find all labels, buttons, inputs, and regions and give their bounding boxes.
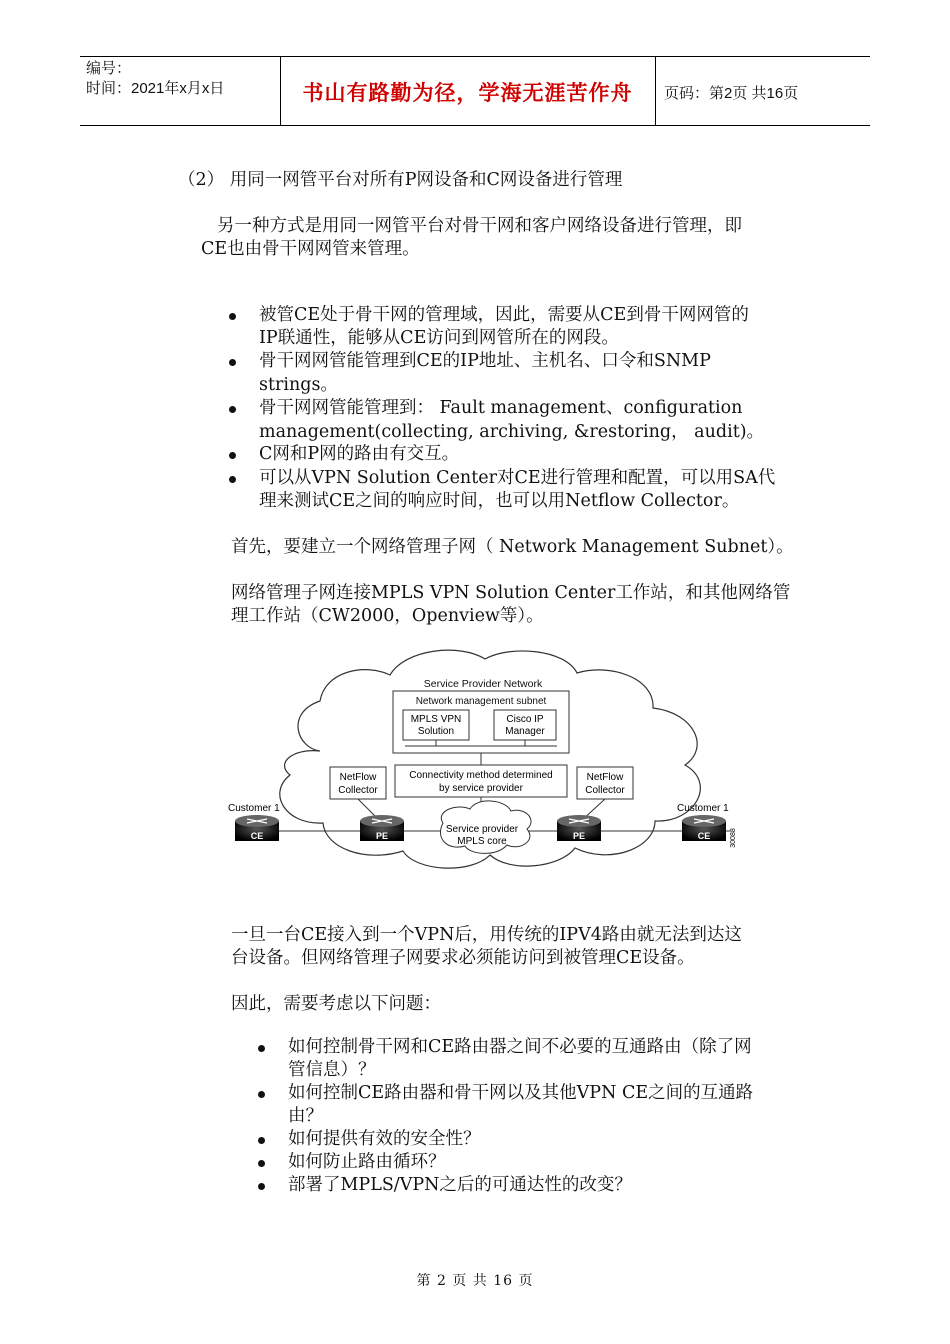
network-diagram — [225, 643, 745, 883]
figure-id: 30088 — [730, 828, 737, 848]
paragraph: 一旦一台CE接入到一个VPN后，用传统的IPV4路由就无法到达这 — [231, 925, 742, 945]
connectivity-box-line: by service provider — [439, 783, 523, 794]
bullet-dot — [229, 359, 236, 366]
list-item-text: 部署了MPLS/VPN之后的可通达性的改变？ — [288, 1175, 632, 1195]
paragraph: 网络管理子网连接MPLS VPN Solution Center工作站，和其他网络管 — [231, 583, 791, 603]
header-meta — [86, 59, 224, 99]
section-heading: （2） 用同一网管平台对所有P网设备和C网设备进行管理 — [178, 170, 623, 190]
list-item-text: 如何防止路由循环？ — [288, 1152, 446, 1172]
page-footer: 第 2 页 共 16 页 — [416, 1273, 534, 1289]
list-item-text: 可以从VPN Solution Center对CE进行管理和配置，可以用SA代 — [259, 468, 776, 488]
list-item-text: 骨干网网管能管理到CE的IP地址、主机名、口令和SNMP — [259, 351, 711, 371]
netflow-right-line: Collector — [585, 785, 625, 796]
bullet-dot — [229, 476, 236, 483]
core-label-line: MPLS core — [457, 836, 507, 847]
router-label: PE — [375, 831, 389, 841]
list-item-text: strings。 — [259, 375, 338, 395]
list-item-text: 骨干网网管能管理到： Fault management、configuration — [259, 398, 743, 418]
cisco-box-line: Manager — [505, 726, 545, 737]
bullet-dot — [258, 1091, 265, 1098]
mpls-box-line: Solution — [417, 726, 455, 737]
netflow-left-line: Collector — [338, 785, 378, 796]
header-divider — [655, 57, 656, 125]
paragraph: 理工作站（CW2000，Openview等）。 — [231, 606, 544, 626]
router-ce-left — [235, 815, 279, 841]
number-label: 编号： — [86, 60, 132, 77]
connectivity-box-line: Connectivity method determined — [409, 770, 553, 781]
customer-right-label: Customer 1 — [677, 803, 729, 814]
core-label-line: Service provider — [445, 824, 519, 835]
paragraph: 因此，需要考虑以下问题： — [231, 994, 441, 1014]
list-item-text: IP联通性，能够从CE访问到网管所在的网段。 — [259, 328, 619, 348]
router-ce-right — [682, 815, 726, 841]
list-item-text: C网和P网的路由有交互。 — [259, 444, 460, 464]
customer-left-label: Customer 1 — [228, 803, 280, 814]
list-item-text: 被管CE处于骨干网的管理域，因此，需要从CE到骨干网网管的 — [259, 305, 749, 325]
bullet-dot — [258, 1137, 265, 1144]
cloud-title: Service Provider Network — [423, 678, 543, 690]
router-pe-left — [360, 815, 404, 841]
paragraph: 首先，要建立一个网络管理子网（ Network Management Subnet）。 — [231, 537, 794, 557]
list-item-text: 管信息）？ — [288, 1060, 376, 1080]
netflow-right-line: NetFlow — [586, 772, 624, 783]
list-item-text: 如何控制CE路由器和骨干网以及其他VPN CE之间的互通路 — [288, 1083, 754, 1103]
intro-line: CE也由骨干网网管来管理。 — [201, 239, 420, 259]
subnet-title: Network management subnet — [415, 696, 547, 707]
header-motto: 书山有路勤为径，学海无涯苦作舟 — [302, 82, 633, 105]
paragraph: 台设备。但网络管理子网要求必须能访问到被管理CE设备。 — [231, 948, 695, 968]
bullet-dot — [258, 1045, 265, 1052]
router-pe-right — [557, 815, 601, 841]
date-label: 时间：2021年x月x日 — [86, 80, 225, 97]
bullet-dot — [229, 452, 236, 459]
list-item-text: 理来测试CE之间的响应时间，也可以用Netflow Collector。 — [259, 491, 740, 511]
bullet-dot — [258, 1160, 265, 1167]
list-item-text: 如何提供有效的安全性？ — [288, 1129, 481, 1149]
intro-line: 另一种方式是用同一网管平台对骨干网和客户网络设备进行管理，即 — [217, 216, 742, 236]
router-label: CE — [697, 831, 711, 841]
router-label: PE — [572, 831, 586, 841]
page-header — [80, 56, 870, 126]
list-item-text: 如何控制骨干网和CE路由器之间不必要的互通路由（除了网 — [288, 1037, 752, 1057]
list-item-text: management(collecting, archiving, &restoring， audit)。 — [259, 422, 765, 442]
bullet-dot — [229, 313, 236, 320]
netflow-left-line: NetFlow — [339, 772, 377, 783]
header-page-info: 页码：第2页 共16页 — [664, 85, 799, 102]
list-item-text: 由？ — [288, 1106, 323, 1126]
bullet-dot — [229, 406, 236, 413]
mpls-box-line: MPLS VPN — [410, 714, 462, 725]
cisco-box-line: Cisco IP — [506, 714, 544, 725]
router-label: CE — [250, 831, 264, 841]
bullet-dot — [258, 1183, 265, 1190]
